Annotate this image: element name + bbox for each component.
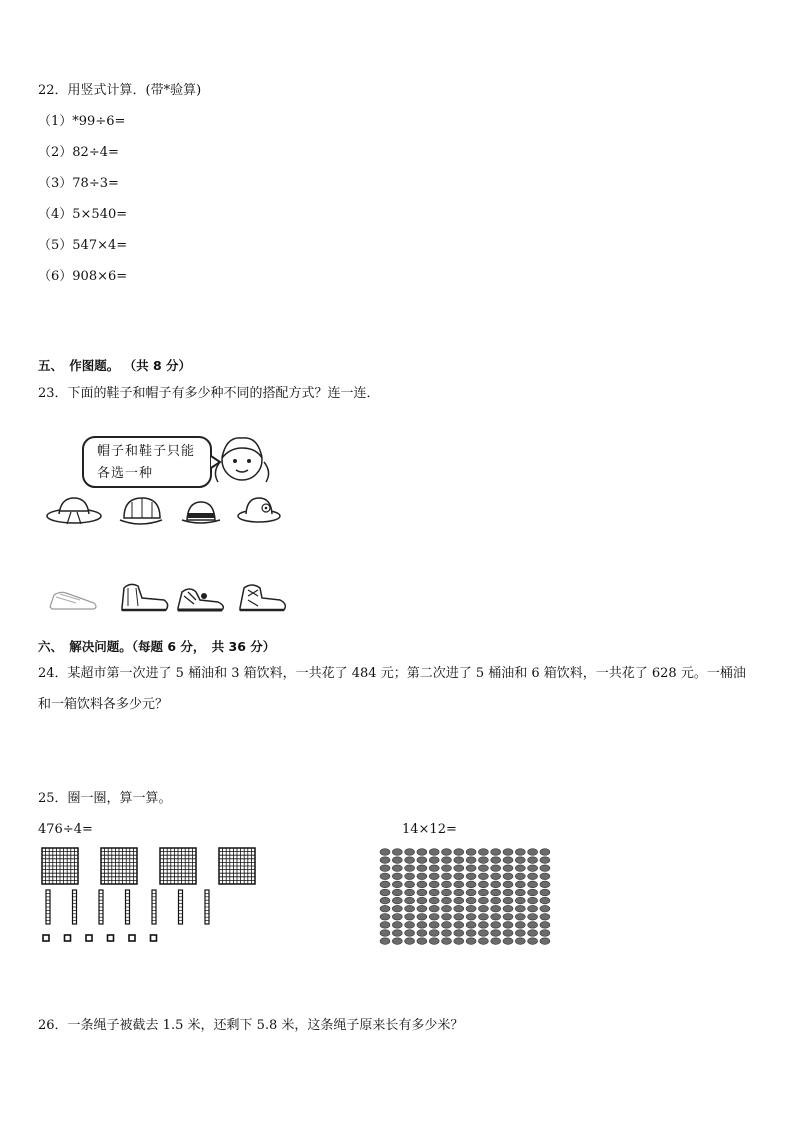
dot — [417, 930, 427, 937]
dot — [540, 881, 550, 888]
dot — [503, 905, 513, 912]
dot — [503, 914, 513, 921]
dot — [515, 857, 525, 864]
dot — [466, 897, 476, 904]
dot — [442, 889, 452, 896]
dot — [503, 857, 513, 864]
dot — [515, 849, 525, 856]
hundred-block — [160, 848, 196, 884]
dot — [442, 922, 452, 929]
ten-rod — [73, 890, 77, 924]
ten-rod — [152, 890, 156, 924]
one-cube — [86, 935, 92, 941]
dot — [380, 849, 390, 856]
dot — [417, 897, 427, 904]
dot — [491, 930, 501, 937]
dot — [454, 938, 464, 945]
q24-text: 24．某超市第一次进了 5 桶油和 3 箱饮料，一共花了 484 元；第二次进了 5 桶油和 6 箱饮料，一共花了 628 元。一桶油和一箱饮料各多少元？ — [38, 666, 746, 712]
dot — [380, 938, 390, 945]
dot — [380, 897, 390, 904]
dot — [503, 889, 513, 896]
dot — [491, 938, 501, 945]
dot — [417, 881, 427, 888]
one-cube — [108, 935, 114, 941]
dot — [528, 889, 538, 896]
dot — [380, 930, 390, 937]
dot — [392, 905, 402, 912]
one-cube — [43, 935, 49, 941]
dot — [442, 914, 452, 921]
dot — [515, 914, 525, 921]
dot — [528, 905, 538, 912]
dot — [429, 938, 439, 945]
dot — [429, 897, 439, 904]
dot — [429, 905, 439, 912]
dot — [540, 889, 550, 896]
dot — [466, 922, 476, 929]
dot — [405, 849, 415, 856]
q25-left-expression: 476÷4= — [38, 822, 93, 837]
dot — [540, 897, 550, 904]
section5-heading: 五、 作图题。 （共 8 分） — [38, 358, 192, 373]
hundred-block — [42, 848, 78, 884]
dot — [503, 897, 513, 904]
dot — [380, 889, 390, 896]
dot — [540, 865, 550, 872]
dot — [503, 849, 513, 856]
dot — [466, 930, 476, 937]
dot — [417, 938, 427, 945]
dot — [466, 914, 476, 921]
dot — [429, 881, 439, 888]
hat-1-icon — [45, 494, 103, 526]
dot — [491, 873, 501, 880]
dot — [466, 849, 476, 856]
dot — [392, 889, 402, 896]
dot — [528, 849, 538, 856]
dot — [478, 897, 488, 904]
dot — [528, 857, 538, 864]
dot — [417, 889, 427, 896]
shoe-2-icon — [116, 580, 172, 614]
dot — [392, 897, 402, 904]
q22-item-1: （1）*99÷6= — [38, 114, 126, 129]
q23-text: 23．下面的鞋子和帽子有多少种不同的搭配方式？连一连． — [38, 386, 380, 401]
dot — [380, 881, 390, 888]
dot — [392, 914, 402, 921]
ten-rod — [46, 890, 50, 924]
hat-3-icon — [178, 498, 224, 526]
dot — [478, 938, 488, 945]
dot — [540, 857, 550, 864]
dot — [442, 881, 452, 888]
dot — [478, 857, 488, 864]
one-cube — [151, 935, 157, 941]
dot — [466, 905, 476, 912]
shoe-1-icon — [46, 585, 102, 613]
dot — [528, 914, 538, 921]
dot — [528, 922, 538, 929]
dot — [503, 881, 513, 888]
dot — [417, 849, 427, 856]
dot — [380, 865, 390, 872]
dot — [491, 905, 501, 912]
dot — [528, 897, 538, 904]
dot — [478, 914, 488, 921]
dot — [417, 857, 427, 864]
dot — [417, 873, 427, 880]
one-cube — [129, 935, 135, 941]
dot — [478, 905, 488, 912]
dot — [392, 857, 402, 864]
hat-2-icon — [118, 494, 164, 528]
dot — [491, 914, 501, 921]
dot — [442, 865, 452, 872]
dot — [442, 905, 452, 912]
dot — [454, 889, 464, 896]
dot — [503, 865, 513, 872]
dot — [515, 938, 525, 945]
q22-item-5: （5）547×4= — [38, 238, 128, 253]
dot — [515, 897, 525, 904]
dot — [491, 881, 501, 888]
dot — [515, 873, 525, 880]
dot — [466, 865, 476, 872]
dot — [405, 897, 415, 904]
dot — [478, 873, 488, 880]
dot — [478, 922, 488, 929]
dot — [466, 873, 476, 880]
dot — [503, 938, 513, 945]
dot — [417, 905, 427, 912]
q22-title: 22．用竖式计算．(带*验算) — [38, 83, 202, 98]
dot — [540, 930, 550, 937]
dot — [466, 889, 476, 896]
dot — [503, 922, 513, 929]
dot — [429, 889, 439, 896]
q25-right-expression: 14×12= — [402, 822, 457, 837]
dot — [442, 873, 452, 880]
dot — [540, 922, 550, 929]
dot — [491, 849, 501, 856]
dot — [442, 930, 452, 937]
dot — [442, 849, 452, 856]
ten-rod — [126, 890, 130, 924]
dot — [454, 922, 464, 929]
ten-rod — [179, 890, 183, 924]
q22-item-3: （3）78÷3= — [38, 176, 119, 191]
bubble-line-1: 帽子和鞋子只能 — [97, 444, 196, 459]
dot — [405, 857, 415, 864]
dot — [405, 938, 415, 945]
dot — [417, 922, 427, 929]
dot — [405, 905, 415, 912]
dot — [405, 881, 415, 888]
dot — [380, 922, 390, 929]
dot — [392, 922, 402, 929]
dot — [503, 873, 513, 880]
dot — [392, 930, 402, 937]
dot — [528, 930, 538, 937]
dot — [466, 857, 476, 864]
section6-heading: 六、 解决问题。（每题 6 分， 共 36 分） — [38, 639, 276, 654]
dot — [528, 938, 538, 945]
bubble-line-2: 各选一种 — [97, 466, 154, 481]
dot — [429, 914, 439, 921]
dot — [405, 873, 415, 880]
dot — [454, 897, 464, 904]
dot — [540, 905, 550, 912]
dot — [405, 922, 415, 929]
ten-rod — [205, 890, 209, 924]
dot — [429, 930, 439, 937]
dot — [380, 857, 390, 864]
dot — [392, 881, 402, 888]
dot — [515, 889, 525, 896]
dot — [491, 897, 501, 904]
dot — [429, 857, 439, 864]
dot — [380, 873, 390, 880]
q22-item-4: （4）5×540= — [38, 207, 128, 222]
dot — [454, 873, 464, 880]
dot — [392, 865, 402, 872]
dot — [454, 865, 464, 872]
one-cube — [65, 935, 71, 941]
dot — [454, 930, 464, 937]
dot — [478, 889, 488, 896]
dot — [515, 930, 525, 937]
dot — [478, 865, 488, 872]
dot — [478, 881, 488, 888]
dot — [540, 914, 550, 921]
dot — [405, 914, 415, 921]
dot — [528, 881, 538, 888]
dot — [540, 938, 550, 945]
dot — [442, 857, 452, 864]
dot — [491, 922, 501, 929]
dot — [503, 930, 513, 937]
dot — [466, 881, 476, 888]
hundred-block — [219, 848, 255, 884]
dot — [528, 873, 538, 880]
dot — [540, 873, 550, 880]
dot — [454, 857, 464, 864]
dot — [442, 938, 452, 945]
ten-rod — [99, 890, 103, 924]
dot — [405, 889, 415, 896]
q26-text: 26．一条绳子被截去 1.5 米，还剩下 5.8 米，这条绳子原来长有多少米？ — [38, 1018, 464, 1033]
dot — [429, 922, 439, 929]
dot — [429, 849, 439, 856]
dot — [454, 905, 464, 912]
hat-4-icon — [236, 494, 282, 526]
dot — [515, 922, 525, 929]
dot — [515, 865, 525, 872]
dot — [380, 914, 390, 921]
shoe-4-icon — [234, 580, 290, 614]
hundred-block — [101, 848, 137, 884]
dot — [491, 889, 501, 896]
base-ten-blocks — [40, 846, 270, 946]
dot — [528, 865, 538, 872]
q22-item-2: （2）82÷4= — [38, 145, 119, 160]
dot — [405, 865, 415, 872]
dot — [429, 865, 439, 872]
dot — [392, 873, 402, 880]
dot — [478, 849, 488, 856]
dot — [540, 849, 550, 856]
dot — [454, 914, 464, 921]
dot — [454, 881, 464, 888]
q22-item-6: （6）908×6= — [38, 269, 128, 284]
dot — [442, 897, 452, 904]
dot — [454, 849, 464, 856]
dot — [392, 938, 402, 945]
dot — [417, 914, 427, 921]
dot — [429, 873, 439, 880]
dot — [417, 865, 427, 872]
dot — [515, 881, 525, 888]
dot-array — [378, 846, 558, 946]
dot — [478, 930, 488, 937]
dot — [405, 930, 415, 937]
q25-title: 25．圈一圈，算一算。 — [38, 791, 172, 806]
dot — [466, 938, 476, 945]
dot — [491, 857, 501, 864]
dot — [491, 865, 501, 872]
shoe-3-icon — [174, 582, 230, 614]
dot — [392, 849, 402, 856]
dot — [380, 905, 390, 912]
girl-illustration — [212, 428, 274, 490]
dot — [515, 905, 525, 912]
